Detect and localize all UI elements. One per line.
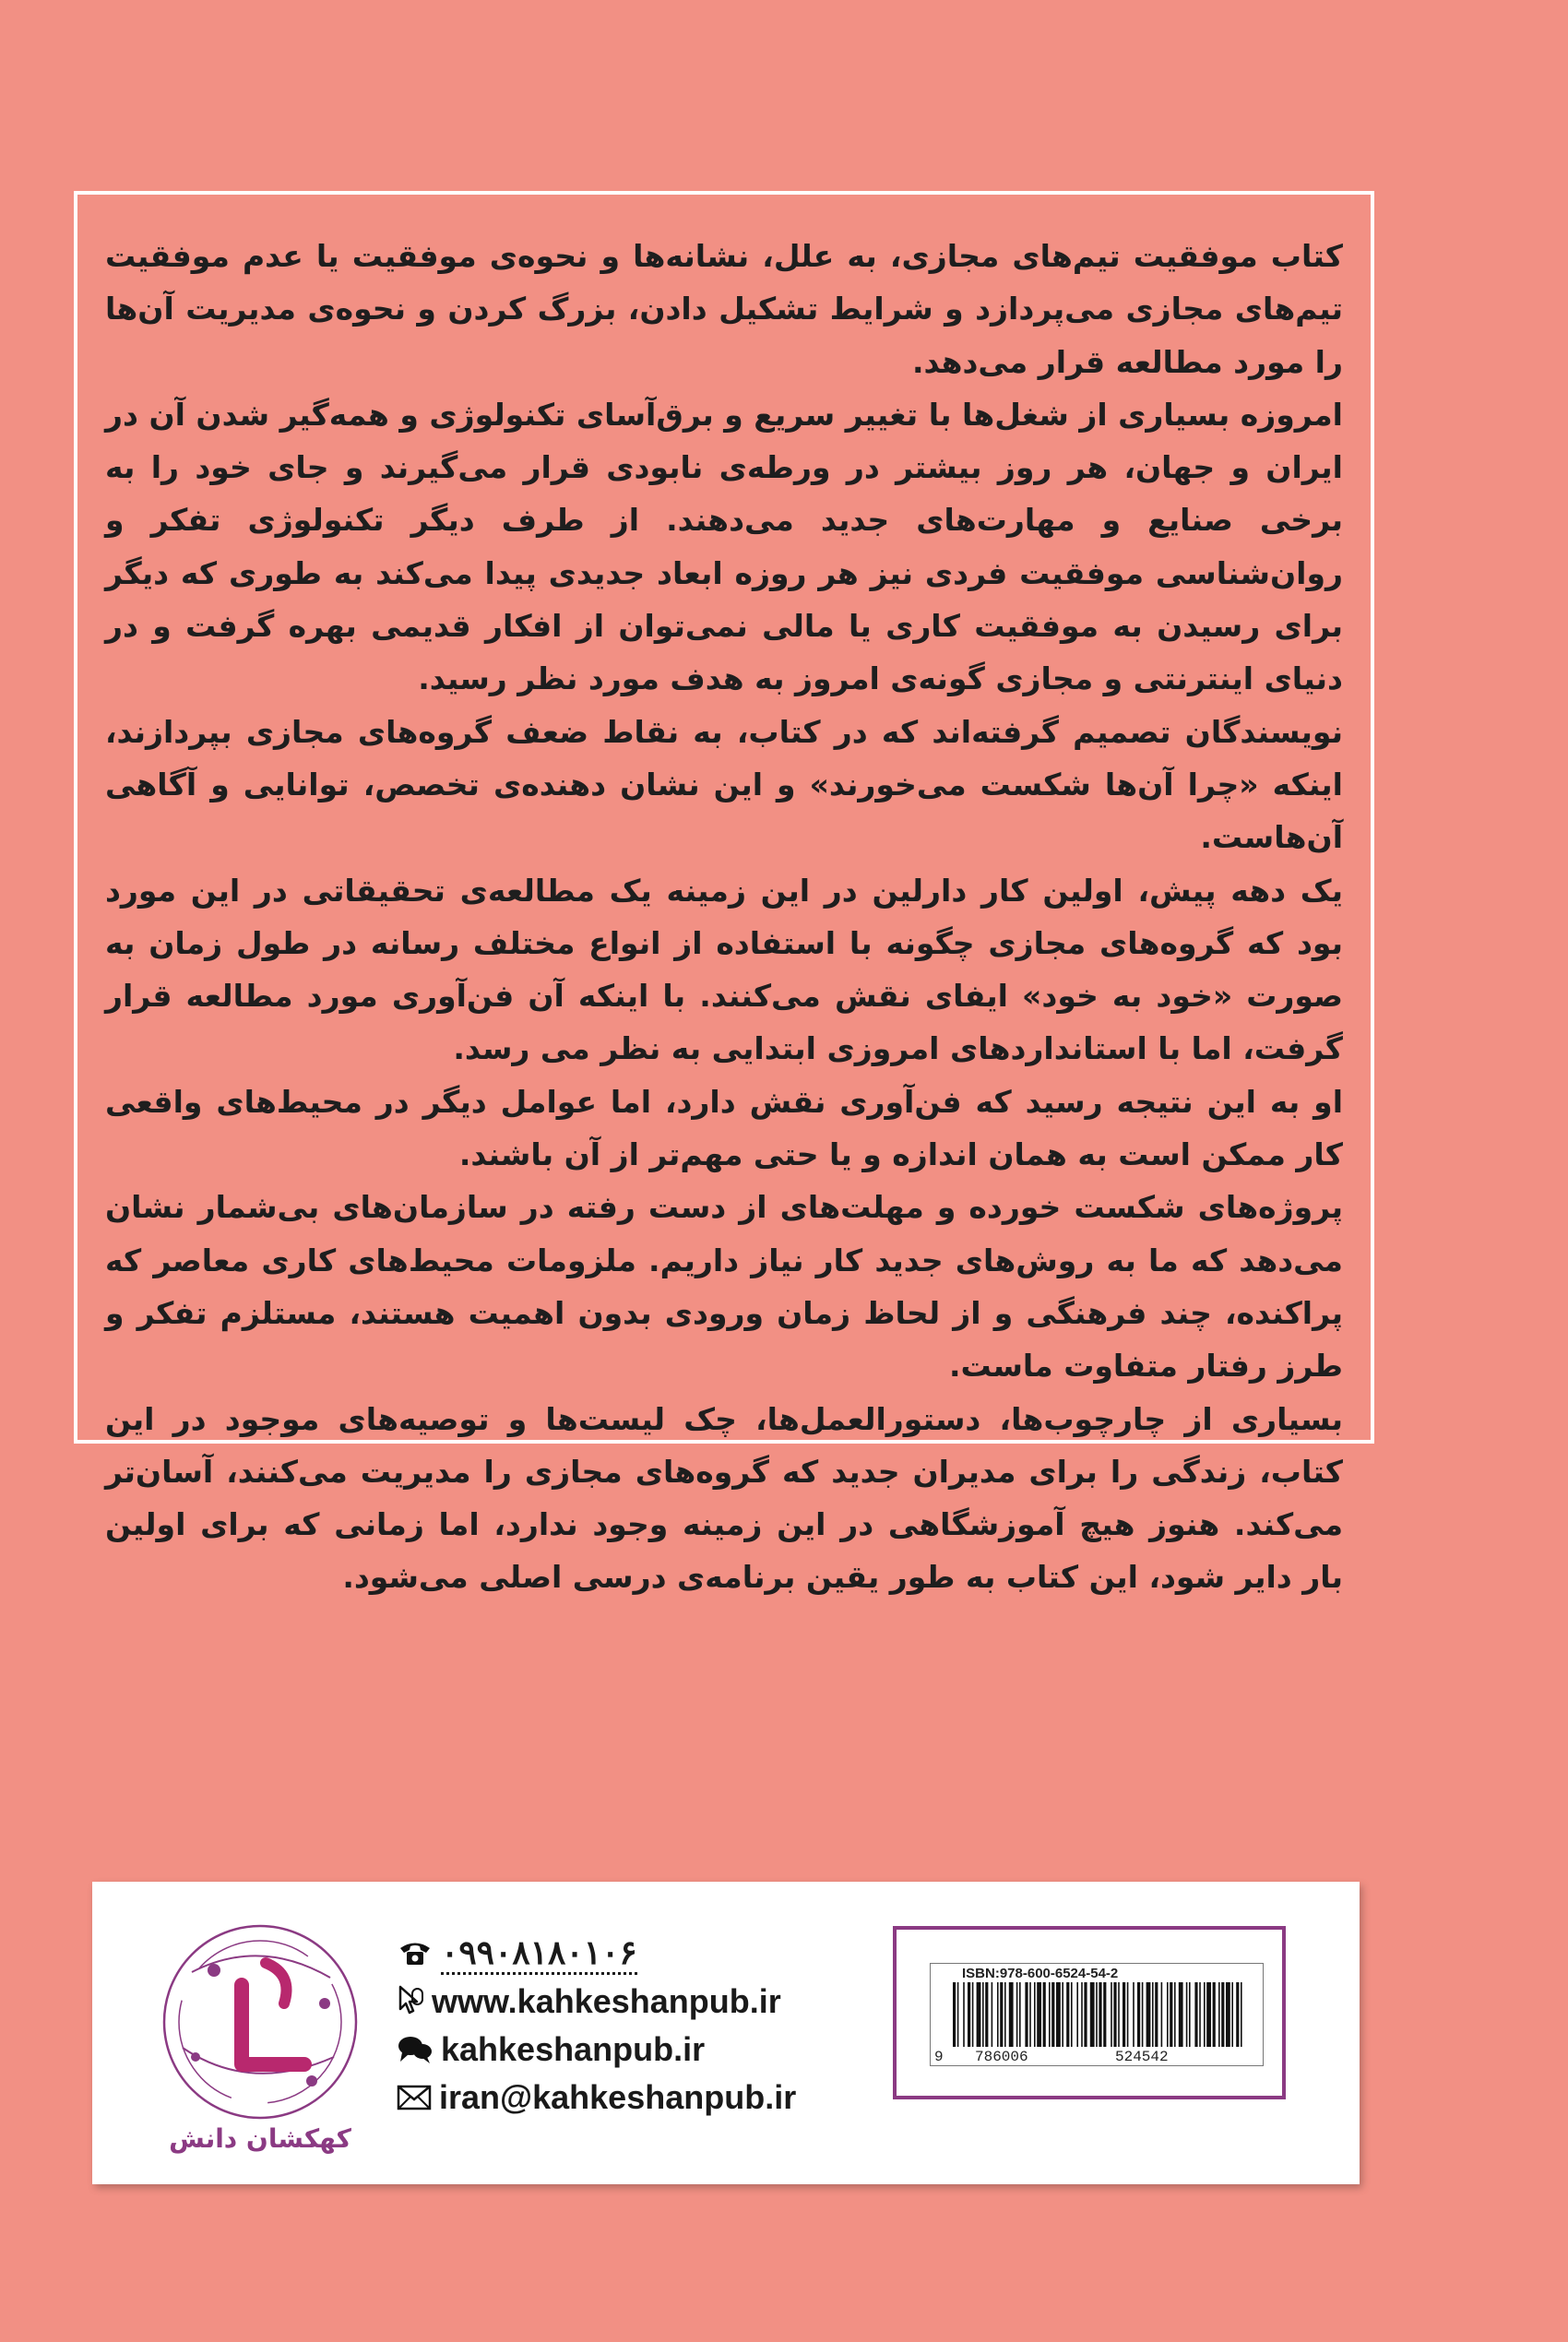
barcode-digits-left: 786006	[975, 2049, 1028, 2065]
barcode-bar	[957, 1982, 959, 2047]
barcode-bar	[1034, 1982, 1036, 2047]
barcode	[930, 1963, 1264, 2066]
barcode-bar	[1043, 1982, 1046, 2047]
barcode-bar	[1133, 1982, 1134, 2047]
barcode-digit-first: 9	[934, 2049, 944, 2065]
barcode-bar	[1189, 1982, 1191, 2047]
envelope-icon	[397, 2079, 432, 2116]
barcode-bar	[1174, 1982, 1176, 2047]
mouse-icon	[397, 1983, 424, 2020]
barcode-bar	[1218, 1982, 1220, 2047]
barcode-bar	[1049, 1982, 1051, 2047]
barcode-bar	[1241, 1982, 1242, 2047]
barcode-bars	[953, 1982, 1248, 2049]
description-paragraph: کتاب موفقیت تیم‌های مجازی، به علل، نشانه‌ها و نحوه‌ی موفقیت یا عدم موفقیت تیم‌های مجازی می‌پردازد و شرایط تشکیل دادن، بزرگ کردن و نحوه‌ی مدیریت آن‌ها را مورد مطالعه قرار می‌دهد.	[105, 238, 1343, 380]
barcode-bar	[1221, 1982, 1224, 2047]
barcode-bar	[1213, 1982, 1216, 2047]
barcode-bar	[1186, 1982, 1188, 2047]
description-paragraph: پروژه‌های شکست خورده و مهلت‌های از دست رفته در سازمان‌های بی‌شمار نشان می‌دهد که ما به روش‌های جدید کار نیاز داریم. ملزومات محیط‌های کاری معاصر که پراکنده، چند فرهنگی و از لحاظ زمان ورودی بدون اهمیت هستند، مستلزم تفکر و طرز رفتار متفاوت ماست.	[105, 1189, 1343, 1385]
barcode-bar	[1226, 1982, 1230, 2047]
phone-row	[397, 1930, 710, 1978]
barcode-bar	[1113, 1982, 1116, 2047]
barcode-frame	[893, 1926, 1286, 2099]
barcode-bar	[1123, 1982, 1125, 2047]
barcode-bar	[1099, 1982, 1101, 2047]
barcode-digits-right: 524542	[1115, 2049, 1169, 2065]
barcode-bar	[1231, 1982, 1233, 2047]
barcode-bar	[992, 1982, 993, 2047]
description-paragraph: نویسندگان تصمیم گرفته‌اند که در کتاب، به نقاط ضعف گروه‌های مجازی بپردازند، اینکه «چرا آن‌ها شکست می‌خورند» و این نشان دهنده‌ی تخصص، توانایی و آگاهی آن‌هاست.	[105, 713, 1343, 856]
barcode-bar	[1155, 1982, 1158, 2047]
social-link[interactable]: kahkeshanpub.ir	[441, 2030, 706, 2068]
barcode-bar	[1142, 1982, 1144, 2047]
description-paragraph: او به این نتیجه رسید که فن‌آوری نقش دارد، اما عوامل دیگر در محیط‌های واقعی کار ممکن است به همان اندازه و یا حتی مهم‌تر از آن باشند.	[105, 1083, 1343, 1173]
barcode-bar	[997, 1982, 999, 2047]
description-paragraph: امروزه بسیاری از شغل‌ها با تغییر سریع و برق‌آسای تکنولوژی و همه‌گیر شدن آن در ایران و جهان، هر روز بیشتر در ورطه‌ی نابودی قرار می‌گیرند و جای خود را به برخی صنایع و مهارت‌های جدید می‌دهند. از طرف دیگر تکنولوژی تفکر و روان‌شناسی موفقیت فردی نیز هر روزه ابعاد جدیدی پیدا می‌کند به طوری که دیگر برای رسیدن به موفقیت کاری یا مالی نمی‌توان از افکار قدیمی بهره گرفت و در دنیای اینترنتی و مجازی گونه‌ی امروز به هدف مورد نظر رسید.	[105, 396, 1343, 697]
barcode-bar	[1179, 1982, 1183, 2047]
barcode-bar	[1236, 1982, 1239, 2047]
description-box	[74, 191, 1374, 1596]
barcode-bar	[1111, 1982, 1112, 2047]
chat-icon	[397, 2031, 434, 2068]
barcode-bar	[1194, 1982, 1197, 2047]
barcode-bar	[1071, 1982, 1073, 2047]
barcode-bar	[1076, 1982, 1078, 2047]
email-link[interactable]: iran@kahkeshanpub.ir	[439, 2078, 797, 2116]
barcode-bar	[1199, 1982, 1201, 2047]
social-row	[397, 2026, 710, 2074]
barcode-bar	[1170, 1982, 1172, 2047]
barcode-bar	[1037, 1982, 1041, 2047]
barcode-bar	[1009, 1982, 1014, 2047]
barcode-bar	[1118, 1982, 1120, 2047]
barcode-bar	[968, 1982, 970, 2047]
barcode-bar	[1204, 1982, 1206, 2047]
barcode-bar	[1127, 1982, 1129, 2047]
publisher-logo	[149, 1919, 371, 2158]
barcode-bar	[1096, 1982, 1098, 2047]
description-paragraph: یک دهه پیش، اولین کار دارلین در این زمینه یک مطالعه‌ی تحقیقاتی در این مورد بود که گروه‌های مجازی چگونه با استفاده از انواع مختلف رسانه در طول زمان به صورت «خود به خود» ایفای نقش می‌کنند. با اینکه آن فن‌آوری مورد مطالعه قرار گرفت، اما با استانداردهای امروزی ابتدایی به نظر می رسد.	[105, 872, 1343, 1067]
barcode-bar	[1081, 1982, 1083, 2047]
publisher-panel	[92, 1882, 1360, 2184]
isbn-label: ISBN:978-600-6524-54-2	[962, 1966, 1119, 1981]
barcode-bar	[1161, 1982, 1163, 2047]
contact-list	[397, 1930, 797, 2122]
logo-text: کهکشان دانش	[169, 2123, 351, 2154]
barcode-bar	[1206, 1982, 1211, 2047]
barcode-bar	[977, 1982, 981, 2047]
barcode-bar	[1029, 1982, 1031, 2047]
barcode-bar	[1056, 1982, 1061, 2047]
barcode-bar	[1000, 1982, 1003, 2047]
barcode-bar	[1016, 1982, 1018, 2047]
barcode-bar	[1152, 1982, 1154, 2047]
barcode-bar	[982, 1982, 984, 2047]
barcode-bar	[953, 1982, 956, 2047]
barcode-bar	[972, 1982, 974, 2047]
barcode-bar	[1051, 1982, 1054, 2047]
barcode-bar	[1146, 1982, 1151, 2047]
email-row	[397, 2074, 797, 2122]
barcode-bar	[1137, 1982, 1140, 2047]
barcode-bar	[1004, 1982, 1006, 2047]
phone-icon	[397, 1935, 434, 1972]
barcode-bar	[1090, 1982, 1095, 2047]
phone-number: ۰۹۹۰۸۱۸۰۱۰۶	[441, 1933, 637, 1975]
barcode-bar	[1019, 1982, 1021, 2047]
barcode-bar	[1103, 1982, 1106, 2047]
barcode-bar	[1084, 1982, 1087, 2047]
description-paragraph: بسیاری از چارچوب‌ها، دستورالعمل‌ها، چک لیست‌ها و توصیه‌های موجود در این کتاب، زندگی را برای مدیران جدید که گروه‌های مجازی را مدیریت می‌کنند، آسان‌تر می‌کند. هنوز هیچ آموزشگاهی در این زمینه وجود ندارد، اما زمانی که برای اولین بار دایر شود، این کتاب به طور یقین برنامه‌ی درسی اصلی می‌شود.	[105, 1400, 1343, 1596]
barcode-bar	[1167, 1982, 1169, 2047]
barcode-bar	[1062, 1982, 1063, 2047]
barcode-bar	[1025, 1982, 1028, 2047]
website-link[interactable]: www.kahkeshanpub.ir	[432, 1982, 781, 2020]
barcode-bar	[985, 1982, 988, 2047]
barcode-bar	[1066, 1982, 1069, 2047]
barcode-bar	[963, 1982, 965, 2047]
website-row	[397, 1978, 781, 2026]
